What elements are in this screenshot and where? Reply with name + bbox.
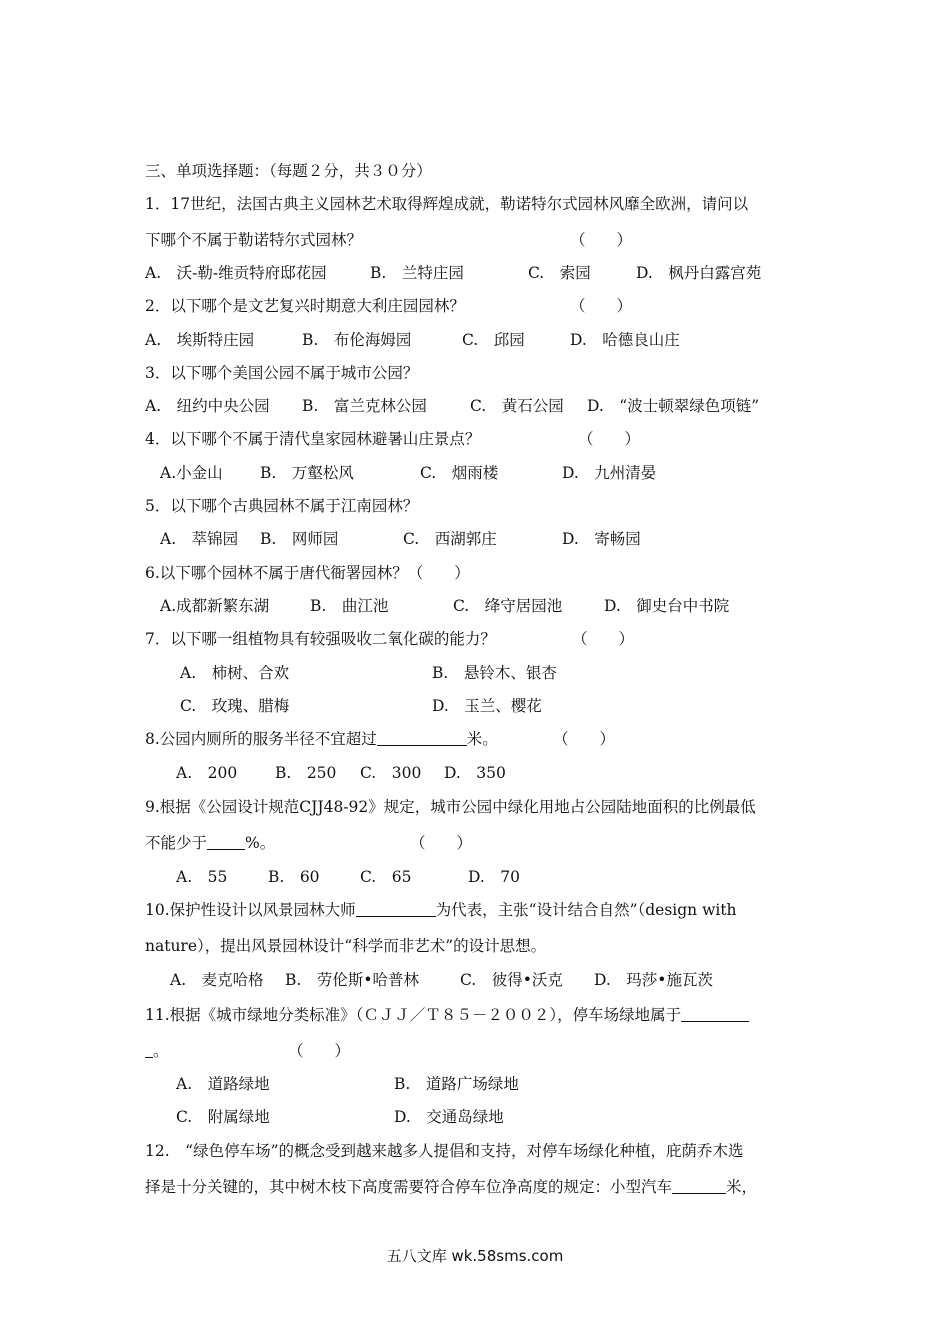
question-8-blank [377, 729, 467, 746]
question-10-text-pre: 10.保护性设计以风景园林大师 [145, 901, 356, 919]
question-2-text: 2．以下哪个是文艺复兴时期意大利庄园园林？ [145, 297, 465, 315]
question-10-option-b: B. 劳伦斯•哈普林 [285, 971, 419, 989]
question-11-option-c: C. 附属绿地 [176, 1108, 270, 1126]
question-8-option-c: C. 300 [360, 764, 422, 782]
question-12-blank [672, 1177, 726, 1194]
question-1-option-a: A. 沃-勒-维贡特府邸花园 [145, 264, 327, 282]
question-11-text-pre: 11.根据《城市绿地分类标准》（ＣＪＪ／Ｔ８５－２００２），停车场绿地属于 [145, 1006, 682, 1024]
question-1-text: 1．17世纪，法国古典主义园林艺术取得辉煌成就，勒诺特尔式园林风靡全欧洲，请问以 [145, 195, 749, 213]
question-1-option-c: C. 索园 [528, 264, 591, 282]
question-4-answer-paren: （ ） [578, 430, 641, 448]
question-9-text-post: %。 [245, 834, 276, 852]
question-9-text-cont [145, 833, 275, 853]
question-10-text-cont: nature），提出风景园林设计“科学而非艺术”的设计思想。 [145, 937, 547, 955]
question-1-text-cont: 下哪个不属于勒诺特尔式园林？ [145, 231, 363, 249]
question-7-answer-paren: （ ） [572, 630, 635, 648]
question-5-option-a: A. 萃锦园 [160, 530, 239, 548]
question-10-blank [356, 900, 436, 917]
question-4-option-a: A.小金山 [160, 464, 223, 482]
question-11-option-a: A. 道路绿地 [176, 1075, 270, 1093]
question-8-option-d: D. 350 [444, 764, 506, 782]
question-11-text-cont [145, 1041, 169, 1061]
question-9-text: 9.根据《公园设计规范CJJ48-92》规定，城市公园中绿化用地占公园陆地面积的比例最低 [145, 798, 756, 816]
question-5-option-c: C. 西湖郭庄 [403, 530, 497, 548]
question-1-answer-paren: （ ） [570, 231, 633, 249]
question-8-answer-paren: （ ） [553, 730, 616, 748]
question-11-answer-paren: （ ） [288, 1042, 351, 1060]
question-7-option-a: A. 柿树、合欢 [180, 664, 290, 682]
question-6-option-c: C. 绛守居园池 [453, 597, 563, 615]
question-2-option-c: C. 邱园 [462, 331, 525, 349]
question-3-text: 3．以下哪个美国公园不属于城市公园？ [145, 364, 419, 382]
question-2-answer-paren: （ ） [570, 297, 633, 315]
question-4-option-d: D. 九州清晏 [562, 464, 657, 482]
question-2-option-a: A. 埃斯特庄园 [145, 331, 255, 349]
question-11-option-b: B. 道路广场绿地 [394, 1075, 519, 1093]
question-8-text-pre: 8.公园内厕所的服务半径不宜超过 [145, 730, 377, 748]
question-5-option-b: B. 网师园 [260, 530, 339, 548]
question-8-option-b: B. 250 [275, 764, 337, 782]
question-3-option-a: A. 纽约中央公园 [145, 397, 270, 415]
question-6-option-a: A.成都新繁东湖 [160, 597, 270, 615]
question-3-option-c: C. 黄石公园 [470, 397, 564, 415]
question-7-text: 7．以下哪一组植物具有较强吸收二氧化碳的能力？ [145, 630, 496, 648]
question-9-option-d: D. 70 [468, 868, 521, 886]
question-9-option-b: B. 60 [268, 868, 320, 886]
question-4-text: 4．以下哪个不属于清代皇家园林避暑山庄景点？ [145, 430, 481, 448]
question-9-text-pre: 不能少于 [145, 834, 208, 852]
question-11-blank [681, 1005, 749, 1022]
question-1-option-d: D. 枫丹白露宫苑 [636, 264, 762, 282]
question-3-option-d: D. “波士顿翠绿色项链” [587, 397, 760, 415]
question-9-blank [207, 833, 245, 850]
question-12-text: 12. “绿色停车场”的概念受到越来越多人提倡和支持，对停车场绿化种植，庇荫乔木选 [145, 1142, 744, 1160]
question-3-option-b: B. 富兰克林公园 [302, 397, 427, 415]
question-5-text: 5．以下哪个古典园林不属于江南园林？ [145, 497, 419, 515]
question-10-text [145, 900, 737, 920]
question-2-option-b: B. 布伦海姆园 [302, 331, 412, 349]
question-5-option-d: D. 寄畅园 [562, 530, 641, 548]
question-8-option-a: A. 200 [176, 764, 238, 782]
question-4-option-c: C. 烟雨楼 [420, 464, 499, 482]
question-12-text-cont [145, 1177, 757, 1197]
question-1-option-b: B. 兰特庄园 [370, 264, 464, 282]
section-title: 三、单项选择题：（每题２分，共３０分） [145, 162, 432, 180]
question-11-blank-cont [145, 1041, 153, 1058]
question-9-answer-paren: （ ） [410, 834, 473, 852]
question-7-option-c: C. 玫瑰、腊梅 [180, 697, 290, 715]
question-6-option-d: D. 御史台中书院 [604, 597, 730, 615]
question-2-option-d: D. 哈德良山庄 [570, 331, 680, 349]
question-10-option-c: C. 彼得•沃克 [460, 971, 563, 989]
question-10-option-d: D. 玛莎•施瓦茨 [594, 971, 713, 989]
question-10-option-a: A. 麦克哈格 [170, 971, 264, 989]
question-11-text [145, 1005, 749, 1025]
question-11-text-post: 。 [153, 1042, 169, 1060]
question-9-option-a: A. 55 [176, 868, 228, 886]
question-8-text-post: 米。 [466, 730, 498, 748]
question-10-text-post: 为代表，主张“设计结合自然”（design with [435, 901, 737, 919]
question-4-option-b: B. 万壑松风 [260, 464, 354, 482]
page-footer-watermark: 五八文库 wk.58sms.com [386, 1247, 564, 1265]
question-12-text-pre: 择是十分关键的，其中树木枝下高度需要符合停车位净高度的规定：小型汽车 [145, 1178, 673, 1196]
question-11-option-d: D. 交通岛绿地 [394, 1108, 504, 1126]
question-8-text [145, 729, 498, 749]
question-7-option-b: B. 悬铃木、银杏 [432, 664, 557, 682]
question-12-text-post: 米， [726, 1178, 758, 1196]
question-6-option-b: B. 曲江池 [310, 597, 389, 615]
question-6-text: 6.以下哪个园林不属于唐代衙署园林？（ ） [145, 564, 470, 582]
question-7-option-d: D. 玉兰、樱花 [432, 697, 542, 715]
question-9-option-c: C. 65 [360, 868, 412, 886]
